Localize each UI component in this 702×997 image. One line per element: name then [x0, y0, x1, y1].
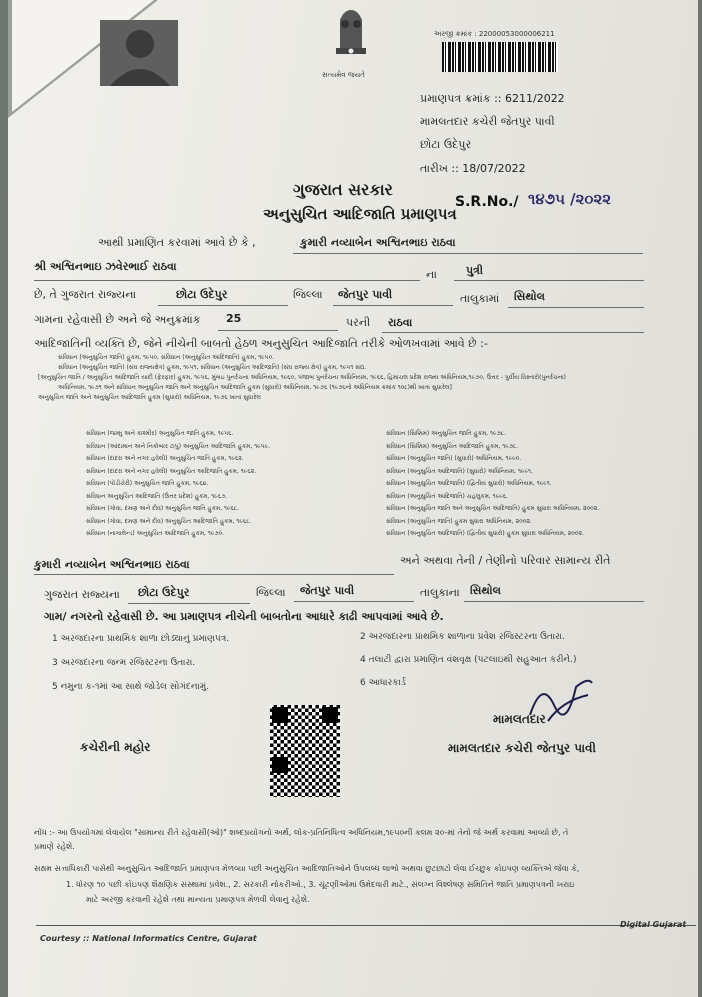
government-title: ગુજરાત સરકાર: [293, 180, 393, 199]
order-line: સંવિધાન (દાદરા અને નગર હવેલી) અનુસુચિત જાતિ હુકમ, ૧૯૬૨.: [86, 455, 244, 462]
order-line: સંવિધાન (અનુસુચિત આદિજાતિ) (દ્વિતીય સુધારો) અધિનિયમ, ૧૯૯૧.: [386, 480, 552, 487]
certificate-number: પ્રમાણપત્ર ક્રમાંક :: 6211/2022: [420, 92, 565, 105]
application-number: અરજી ક્રમાંક : 22000053000006211: [434, 30, 555, 38]
note-1b: પ્રમાણે રહેશે.: [34, 842, 75, 851]
residence-state-label: ગુજરાત રાજ્યના: [44, 588, 120, 601]
orders-right: [386, 428, 676, 541]
applicant-name: કુમારી નવ્યાબેન અશ્વિનભાઇ રાઠવા: [300, 236, 456, 249]
order-line: સંવિધાન (સિક્કિમ) અનુસુચિત જાતિ હુકમ, ૧૯૭૮.: [386, 430, 506, 437]
order-line: સંવિધાન (જમ્મુ અને કાશ્મીર) અનુસુચિત જાતિ હુકમ, ૧૯૫૬.: [86, 430, 234, 437]
issuing-district: છોટા ઉદેપુર: [420, 138, 472, 151]
orders-left: [86, 428, 346, 541]
sr-no-value: ૧૪૭૫ /૨૦૨૨: [528, 190, 612, 208]
district-label: જિલ્લા: [293, 288, 323, 301]
tribe-statement: આદિજાતિની વ્યક્તિ છે, જેને નીચેની બાબતો હેઠળ અનુસુચિત આદિજાતિ તરીકે ઓળખવામાં આવે છે :-: [34, 337, 488, 350]
note-2: સક્ષમ સત્તાધિકારી પાસેથી અનુસુચિત આદિજાતિ પ્રમાણપત્ર મેળવ્યા પછી અનુસુચિત આદિજાતિઓને ઉપલબ્ધ લાભો અથવા છુટછાટો લેવા ઈચ્છુક કોઇપણ વ્યક્તિએ જેવા કે,: [34, 864, 580, 873]
caste-label: પરની: [346, 316, 371, 329]
district-value: છોટા ઉદેપુર: [176, 288, 228, 301]
residence-closing: ગામ/ નગરનો રહેવાસી છે. આ પ્રમાણપત્ર નીચેની બાબતોના આધારે કાઢી આપવામાં આવે છે.: [44, 610, 444, 623]
order-line: સંવિધાન (અનુસુચિત આદિજાતિ) (દ્વિતીય સુધારો) હુકમ સુધારા અધિનિયમ, ૨૦૦૨.: [386, 530, 584, 537]
qr-code: [270, 705, 340, 775]
certificate-paper: [8, 0, 698, 997]
qr-code-lower: [270, 775, 340, 797]
order-line: સંવિધાન (ગોવા, દમણ અને દીવ) અનુસુચિત આદિજાતિ હુકમ, ૧૯૬૮.: [86, 517, 252, 525]
state-emblem-icon: [328, 6, 374, 66]
residence-taluka-label: તાલુકાના: [420, 586, 460, 599]
courtesy-text: Courtesy :: National Informatics Centre, Gujarat: [40, 934, 257, 943]
certificate-title: અનુસુચિત આદિજાતિ પ્રમાણપત્ર: [263, 205, 457, 223]
barcode: [442, 42, 558, 72]
order-line: સંવિધાન (પોંડીચેરી) અનુસુચિત જાતિ હુકમ, ૧૯૬૪.: [86, 480, 209, 487]
order-line: સંવિધાન (અનુસુચિત જાતિ અને અનુસુચિત આદિજાતિ) હુકમ સુધારા અધિનિયમ, ૨૦૦૨.: [386, 505, 600, 512]
order-line: સંવિધાન (નાગાલેન્ડ) અનુસુચિત આદિજાતિ હુકમ, ૧૯૭૦.: [86, 530, 225, 537]
serial-value: 25: [226, 312, 242, 325]
order-line: સંવિધાન (ગોવા, દમણ અને દીવ) અનુસુચિત જાતિ હુકમ, ૧૯૬૮.: [86, 505, 240, 512]
order-line: સંવિધાન (સિક્કિમ) અનુસુચિત આદિજાતિ હુકમ, ૧૯૭૮.: [386, 442, 519, 450]
relation-suffix: ના: [426, 268, 437, 281]
note-4: માટે અરજી કરવાની રહેશે તથા માન્યતા પ્રમાણપત્ર મેળવી લેવાનું રહેશે.: [86, 895, 310, 904]
document-item: 4 તલાટી દ્વારા પ્રમાણિત વંશવૃક્ષ (પટલાઇથી સહુઆત કરીને.): [360, 655, 577, 665]
signatory-title: મામલતદાર: [493, 712, 546, 726]
father-name: શ્રી અશ્વિનભાઇ ઝવેરભાઈ રાઠવા: [34, 260, 177, 273]
person-silhouette-icon: [100, 20, 178, 86]
residence-name: કુમારી નવ્યાબેન અશ્વિનભાઇ રાઠવા: [34, 558, 190, 571]
applicant-photo: [100, 20, 178, 86]
residence-district-label: જિલ્લા: [256, 586, 286, 599]
caste-value: રાઠવા: [388, 316, 413, 329]
order-line: સંવિધાન (અનુસુચિત જાતિ) હુકમ, ૧૯૫૦, સંવિધાન (અનુસુચિત આદિજાતિ) હુકમ, ૧૯૫૦.: [58, 354, 275, 361]
order-line: [અનુસુચિત જાતિ / અનુસુચિત આદિજાતિ યાદી (ફેરફાર) હુકમ, ૧૯૫૬, મુંબઇ પુનર્રચના અધિનિયમ, ૧૯૬૦, પંજાબ પુનર્રચના અધિનિયમ, ૧૯૬૬, હિમાચલ પ્રદેશ રાજ્ય અધિનિયમ,૧૯૭૦, ઉત્તર - પુર્વીય વિસ્તારો(પુનર્રચના): [38, 374, 567, 381]
order-line: અનુસુચિત જાતિ અને અનુસુચિત આદિજાતિ હુકમ (સુધારો) અધિનિયમ, ૧૯૭૬ ખાતા સુધારેલ: [38, 394, 261, 401]
taluka-label: તાલુકામાં: [460, 292, 500, 305]
footer: [36, 920, 696, 958]
brand-text: Digital Gujarat: [620, 920, 687, 929]
order-line: સંવિધાન (દાદરા અને નગર હવેલી) અનુસુચિત આદિજાતિ હુકમ, ૧૯૬૨.: [86, 467, 257, 475]
order-line: સંવિધાન (અનુસુચિત જાતિ) હુકમ સુધારા અધિનિયમ, ૨૦૦૨.: [386, 517, 532, 525]
document-item: 3 અરજદારના જન્મ રજિસ્ટરના ઉતારા.: [52, 658, 196, 668]
document-item: 6 આધારકાર્ડ: [360, 678, 406, 688]
residence-village: સિથોલ: [470, 584, 501, 597]
note-1: નોંધ :- આ ઉપયોગમાં લેવાયેલ "સામાન્ય રીતે રહેવાસી(ઓ)" શબ્દપ્રયોગનો અર્થ, લોક-પ્રતિનિધિત્વ અધિનિયમ,૧૯૫૦ની કલમ ૨૦-માં તેનો જે અર્થ કરવામાં આવ્યો છે, તે: [34, 828, 569, 837]
order-line: સંવિધાન (અનુસુચિત જાતિ) (સંઘ રાજ્યક્ષેત્ર) હુકમ, ૧૯૫૧, સંવિધાન (અનુસુચિત આદિજાતિ) (સંઘ રાજ્ય ક્ષેત્ર) હુકમ, ૧૯૫૧ સંદ્ય.: [58, 364, 367, 371]
state-label: છે, તે ગુજરાત રાજ્યના: [34, 288, 137, 301]
sr-no-label: S.R.No./: [455, 194, 519, 210]
note-3: 1. ધોરણ ૧૦ પછી કોઇપણ શૈક્ષણિક સંસ્થામાં પ્રવેશ., 2. સરકારી નોકરીઓ., 3. ચૂંટણીઓમાં ઉમેદવારી માટે., સંલગ્ન વિશ્લેષણ સમિતિને જાતિ પ્રમાણપત્રની ખરાઇ: [66, 880, 575, 889]
issuing-office: મામલતદાર કચેરી જેતપુર પાવી: [420, 115, 555, 128]
document-item: 5 નમુના ક-૧માં આ સાથે જોડેલ સોગંદનામું.: [52, 682, 210, 692]
order-line: સંવિધાન (અનુસુચિત આદિજાતિ) ચહલુકમ, ૧૯૯૬.: [386, 492, 508, 500]
serial-label: ગામના રહેવાસી છે અને જે અનુક્રમાંક: [34, 313, 201, 326]
issue-date: તારીખ :: 18/07/2022: [420, 162, 526, 175]
order-line: સંવિધાન (અનુસુચિત આદિજાતિ) (સુધારો) અધિનિયમ, ૧૯૯૧.: [386, 467, 533, 475]
order-line: સંવિધાન અનુસુચિત આદિજાતિ (ઉત્તર પ્રદેશ) હુકમ, ૧૯૬૭.: [86, 492, 228, 500]
residence-suffix: અને અથવા તેની / તેણીનો પરિવાર સામાન્ય રીતે: [400, 554, 611, 567]
orders-top: [38, 353, 668, 403]
taluka-value: જેતપુર પાવી: [338, 288, 393, 301]
office-seal-label: કચેરીની મહોર: [80, 740, 151, 754]
residence-district: છોટા ઉદેપુર: [138, 586, 190, 599]
signatory-office: મામલતદાર કચેરી જેતપુર પાવી: [448, 741, 596, 755]
order-line: સંવિધાન (આંદામાન અને નિકોબાર ટાપુ) અનુસુચિત આદિજાતિ હુકમ, ૧૯૫૯.: [86, 442, 271, 450]
relation: પુત્રી: [466, 264, 484, 277]
emblem-motto: સત્યમેવ જયતે: [322, 71, 365, 79]
document-item: 2 અરજદારના પ્રાથમિક શાળાના પ્રવેશ રજિસ્ટરના ઉતારા.: [360, 632, 565, 642]
document-item: 1 અરજદારના પ્રાથમિક શાળા છોડ્યાનું પ્રમાણપત્ર.: [52, 634, 230, 644]
order-line: અધિનિયમ, ૧૯૭૧ અને સંવિધાન અનુસુચિત જાતિ અને અનુસુચિત આદિજાતિ હુકમ (સુધારો) અધિનિયમ, ૧૯૭૬ (૧૯૭૬નો અધિનિયમ ક્રમાંક ૧૦૮)થી ખાતા સુધારેલ]: [58, 384, 452, 391]
order-line: સંવિધાન (અનુસુચિત જાતિ) (સુધારો) અધિનિયમ, ૧૯૯૦.: [386, 455, 522, 462]
residence-taluka: જેતપુર પાવી: [300, 584, 355, 597]
village-value: સિથોલ: [514, 290, 545, 303]
intro-text: આથી પ્રમાણિત કરવામાં આવે છે કે ,: [98, 236, 256, 249]
